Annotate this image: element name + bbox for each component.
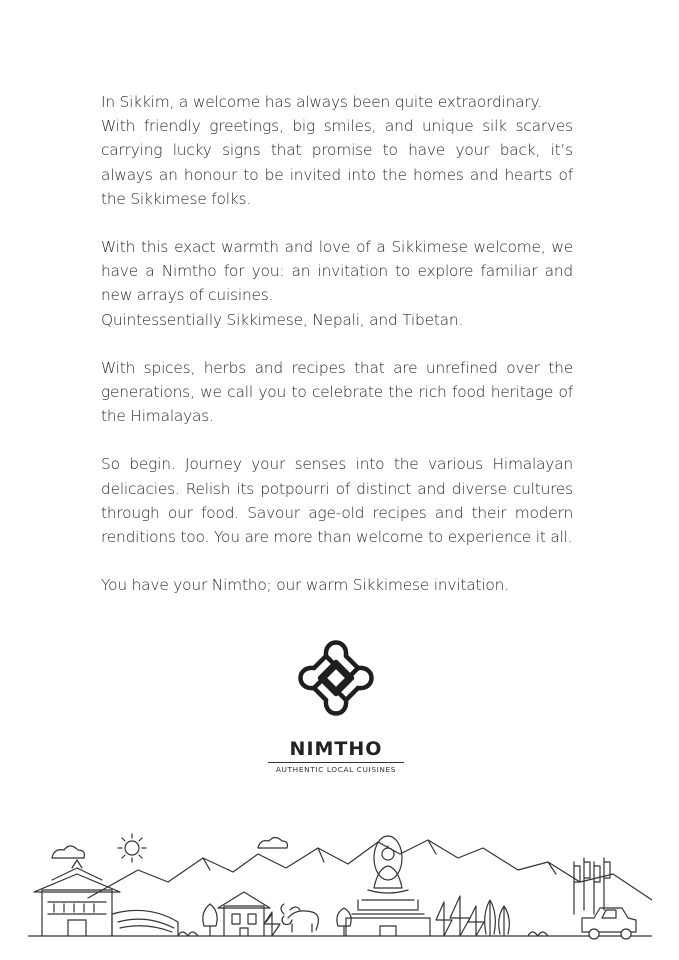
interlaced-knot-icon xyxy=(298,628,374,728)
intro-line: With this exact warmth and love of a Sikkimese welcome, we have a Nimtho for you: an invitation to explore familiar and new arrays of cuisines. xyxy=(101,238,573,305)
intro-line: In Sikkim, a welcome has always been quite extraordinary. xyxy=(101,93,542,111)
intro-paragraph-2 xyxy=(101,235,573,332)
tree-icon xyxy=(468,906,484,936)
intro-paragraph-4 xyxy=(101,452,573,549)
intro-paragraph-3 xyxy=(101,356,573,429)
logo-divider xyxy=(268,762,404,763)
intro-paragraph-1 xyxy=(101,90,573,211)
cloud-icon xyxy=(52,846,84,858)
yak-icon xyxy=(281,904,318,932)
buddha-statue-icon xyxy=(346,836,430,936)
tree-icon xyxy=(436,902,452,936)
tree-icon xyxy=(450,896,470,936)
tree-icon xyxy=(499,906,510,936)
brand-tagline: AUTHENTIC LOCAL CUISINES xyxy=(275,765,397,774)
prayer-flags-icon xyxy=(574,858,610,914)
intro-line: You have your Nimtho; our warm Sikkimese invitation. xyxy=(101,576,509,595)
intro-line: With friendly greetings, big smiles, and unique silk scarves carrying lucky signs that promise to have your back, it’s always an honour to be invited into the homes and hearts of the Sikkimese folks. xyxy=(101,117,573,208)
tree-icon xyxy=(203,904,217,936)
house-icon xyxy=(218,892,270,936)
intro-paragraph-5 xyxy=(101,573,573,597)
tree-icon xyxy=(337,908,351,936)
monastery-icon xyxy=(34,860,178,936)
intro-text xyxy=(101,90,573,621)
intro-line: With spices, herbs and recipes that are unrefined over the generations, we call you to celebrate the rich food heritage of the Himalayas. xyxy=(101,358,573,426)
nimtho-logo xyxy=(268,628,404,775)
jeep-icon xyxy=(582,908,636,939)
intro-line: So begin. Journey your senses into the various Himalayan delicacies. Relish its potpourri of distinct and diverse cultures through our food. Savour age-old recipes and their modern renditions too. You are more than welcome to experience it all. xyxy=(101,455,573,547)
intro-line: Quintessentially Sikkimese, Nepali, and Tibetan. xyxy=(101,310,464,329)
brand-name: NIMTHO xyxy=(289,738,383,760)
cloud-icon xyxy=(258,838,287,849)
tree-icon xyxy=(485,900,496,936)
sun-icon xyxy=(118,834,146,862)
himalayan-landscape-illustration xyxy=(28,818,652,942)
tree-icon xyxy=(264,912,280,936)
